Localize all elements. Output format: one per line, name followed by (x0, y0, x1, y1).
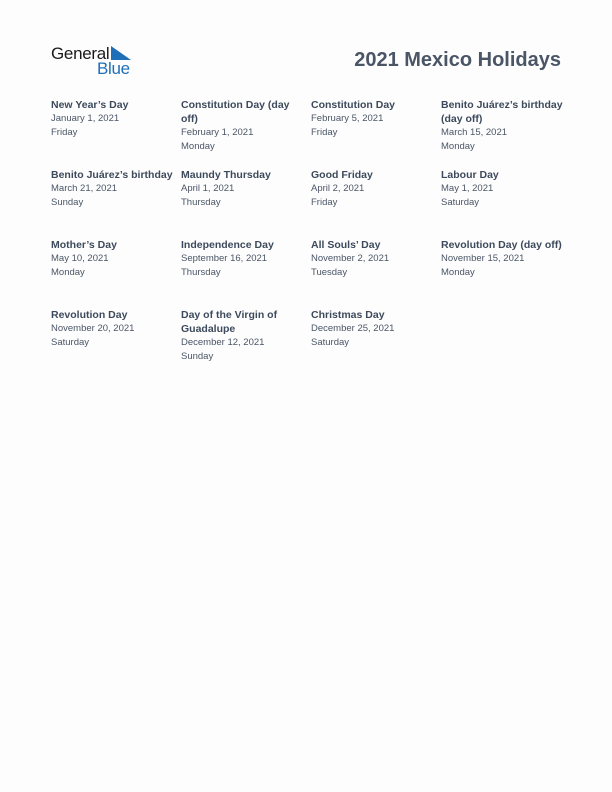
holiday-name: New Year’s Day (51, 99, 129, 111)
holiday-weekday: Friday (311, 197, 338, 208)
holiday-date: March 21, 2021 (51, 183, 118, 194)
holiday-item (51, 98, 173, 140)
holiday-item (311, 238, 433, 280)
holiday-weekday: Thursday (181, 267, 221, 278)
holiday-name: Benito Juárez’s birthday (51, 169, 173, 181)
holiday-weekday: Thursday (181, 197, 221, 208)
holiday-weekday: Monday (51, 267, 85, 278)
holiday-name: Constitution Day (day off) (181, 99, 290, 125)
holiday-date: May 10, 2021 (51, 253, 109, 264)
holiday-date: September 16, 2021 (181, 253, 268, 264)
holiday-name: Day of the Virgin of Guadalupe (181, 309, 278, 335)
holiday-name: Mother’s Day (51, 239, 117, 251)
holiday-item (441, 168, 563, 210)
holiday-name: Maundy Thursday (181, 169, 271, 181)
page-title: 2021 Mexico Holidays (354, 49, 561, 71)
holiday-weekday: Tuesday (311, 267, 348, 278)
holiday-name: Constitution Day (311, 99, 395, 111)
holiday-name: Revolution Day (day off) (441, 239, 562, 251)
holiday-weekday: Friday (311, 127, 338, 138)
holiday-name: Labour Day (441, 169, 499, 181)
holiday-item (441, 98, 563, 154)
holiday-item (181, 98, 303, 154)
holiday-name: Independence Day (181, 239, 274, 251)
holiday-date: February 1, 2021 (181, 127, 254, 138)
holiday-name: Good Friday (311, 169, 373, 181)
holiday-date: November 15, 2021 (441, 253, 525, 264)
holiday-date: May 1, 2021 (441, 183, 494, 194)
holiday-weekday: Saturday (441, 197, 480, 208)
holiday-weekday: Sunday (51, 197, 84, 208)
logo-word-blue: Blue (97, 59, 130, 78)
holiday-weekday: Monday (181, 141, 215, 152)
logo-word-general: General (51, 44, 110, 63)
holiday-date: April 1, 2021 (181, 183, 235, 194)
generalblue-logo (51, 44, 141, 78)
holiday-name: Revolution Day (51, 309, 128, 321)
holiday-date: April 2, 2021 (311, 183, 365, 194)
holiday-date: December 12, 2021 (181, 337, 265, 348)
holiday-item (51, 168, 173, 210)
holiday-name: Christmas Day (311, 309, 385, 321)
logo-triangle-icon (111, 46, 131, 60)
holiday-name: Benito Juárez’s birthday (day off) (441, 99, 563, 125)
holiday-item (441, 238, 563, 280)
holiday-weekday: Monday (441, 267, 475, 278)
holiday-item (181, 168, 303, 210)
holiday-item (311, 168, 433, 210)
holiday-weekday: Sunday (181, 351, 214, 362)
holiday-weekday: Saturday (51, 337, 90, 348)
holiday-weekday: Saturday (311, 337, 350, 348)
holiday-date: January 1, 2021 (51, 113, 120, 124)
holiday-item (51, 308, 173, 350)
holiday-item (181, 238, 303, 280)
holiday-date: March 15, 2021 (441, 127, 508, 138)
holiday-date: November 20, 2021 (51, 323, 135, 334)
holiday-item (311, 98, 433, 140)
holiday-date: February 5, 2021 (311, 113, 384, 124)
holiday-weekday: Monday (441, 141, 475, 152)
holiday-item (181, 308, 303, 364)
holiday-item (311, 308, 433, 350)
holiday-name: All Souls’ Day (311, 239, 381, 251)
holiday-item (51, 238, 173, 280)
holiday-date: November 2, 2021 (311, 253, 390, 264)
holiday-date: December 25, 2021 (311, 323, 395, 334)
holiday-weekday: Friday (51, 127, 78, 138)
